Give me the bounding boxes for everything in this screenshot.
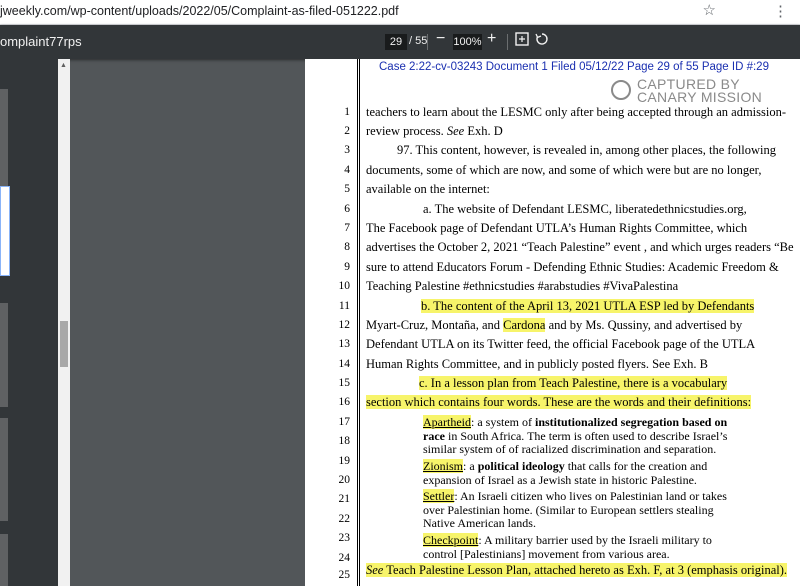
text-line: advertises the October 2, 2021 “Teach Palestine” event , and which urges readers “Be (366, 240, 794, 254)
document-title: omplaint77rps (0, 34, 82, 49)
pdf-toolbar (0, 25, 800, 59)
page-thumbnail[interactable] (0, 418, 8, 521)
text-line: documents, some of which are now, and some of which were but are no longer, (366, 163, 762, 177)
text-line: Human Rights Committee, and in publicly posted flyers. See Exh. B (366, 357, 708, 371)
line-number: 4 (344, 164, 350, 176)
line-number: 2 (344, 125, 350, 137)
line-number: 18 (338, 435, 350, 447)
definition-settler-line2: over Palestinian home. (Similar to European settlers stealing (423, 503, 714, 517)
definition-zionism: Zionism: a political ideology that calls for the creation and (423, 459, 708, 473)
definition-checkpoint-line2: control [Palestinians] movement from various area. (423, 547, 670, 561)
text-line: review process. See Exh. D (366, 124, 503, 138)
line-number: 17 (338, 416, 350, 428)
text-line: sure to attend Educators Forum - Defending Ethnic Studies: Academic Freedom & (366, 260, 779, 274)
sidebar-scrollbar[interactable] (58, 59, 70, 586)
line-number: 23 (338, 532, 350, 544)
line-number: 7 (344, 222, 350, 234)
line-number: 12 (338, 319, 350, 331)
toolbar-divider (427, 34, 428, 50)
page-number-input[interactable]: 29 (385, 34, 407, 50)
page-total: / 55 (409, 35, 428, 47)
text-line: The Facebook page of Defendant UTLA’s Human Rights Committee, which (366, 221, 748, 235)
text-line: teachers to learn about the LESMC only after being accepted through an admission- (366, 105, 787, 119)
scroll-up-arrow-icon[interactable]: ▲ (60, 62, 67, 69)
definition-settler-line3: Native American lands. (423, 516, 536, 530)
text-line: Defendant UTLA on its Twitter feed, the official Facebook page of the UTLA (366, 337, 756, 351)
line-number: 16 (338, 396, 350, 408)
zoom-in-button[interactable]: + (487, 30, 497, 47)
zoom-level-input[interactable]: 100% (453, 36, 482, 48)
case-header: Case 2:22-cv-03243 Document 1 Filed 05/12/22 Page 29 of 55 Page ID #:29 (379, 61, 769, 73)
line-number: 13 (338, 338, 350, 350)
line-number: 20 (338, 474, 350, 486)
toolbar-divider (507, 34, 508, 50)
margin-rule (359, 59, 360, 586)
line-number: 9 (344, 261, 350, 273)
definition-settler: Settler: An Israeli citizen who lives on Palestinian land or takes (423, 489, 727, 503)
line-number: 22 (338, 513, 350, 525)
line-number: 11 (338, 300, 350, 312)
line-number: 8 (344, 241, 350, 253)
definition-zionism-line2: expansion of Israel as a Jewish state in historic Palestine. (423, 473, 697, 487)
line-number: 15 (338, 377, 350, 389)
pdf-page (305, 59, 800, 586)
sidebar-scroll-thumb[interactable] (60, 321, 68, 367)
line-number: 5 (344, 183, 350, 195)
zoom-out-button[interactable]: − (436, 30, 446, 47)
bookmark-star-icon[interactable]: ☆ (702, 2, 716, 19)
definition-apartheid: Apartheid: a system of institutionalized segregation based on (423, 415, 728, 429)
rotate-icon (535, 32, 549, 46)
more-menu-icon[interactable]: ⋮ (773, 3, 788, 20)
page-thumbnail-current[interactable] (0, 186, 10, 276)
fit-to-page-button[interactable] (515, 32, 529, 51)
rotate-button[interactable] (535, 32, 549, 51)
canary-logo-icon (611, 80, 631, 100)
text-line: available on the internet: (366, 182, 490, 196)
line-number: 19 (338, 455, 350, 467)
thumbnail-sidebar[interactable] (0, 59, 70, 586)
text-line: Myart-Cruz, Montaña, and Cardona and by Ms. Qussiny, and advertised by (366, 318, 743, 332)
text-line: 97. This content, however, is revealed in, among other places, the following (397, 143, 777, 157)
definition-apartheid-line3: similar system of of racialized discrimination and separation. (423, 442, 717, 456)
watermark-line-1: CAPTURED BY (637, 76, 740, 92)
text-line-highlighted: See Teach Palestine Lesson Plan, attached hereto as Exh. F, at 3 (emphasis original). (366, 563, 788, 577)
fit-page-icon (515, 32, 529, 46)
address-bar[interactable] (0, 0, 800, 25)
text-line-highlighted: b. The content of the April 13, 2021 UTLA ESP led by Defendants (421, 299, 755, 313)
line-number: 21 (338, 493, 350, 505)
text-line-highlighted: section which contains four words. These are the words and their definitions: (366, 395, 752, 409)
definition-apartheid-line2: race in South Africa. The term is often used to describe Israel’s (423, 429, 728, 443)
page-thumbnail[interactable] (0, 534, 8, 586)
url-text[interactable]: jweekly.com/wp-content/uploads/2022/05/Complaint-as-filed-051222.pdf (0, 4, 399, 18)
page-thumbnail[interactable] (0, 89, 8, 188)
line-number: 10 (338, 280, 350, 292)
watermark-line-2: CANARY MISSION (637, 89, 763, 105)
text-line: a. The website of Defendant LESMC, liberatedethnicstudies.org, (423, 202, 747, 216)
line-number: 3 (344, 144, 350, 156)
line-number: 24 (338, 552, 350, 564)
line-number: 25 (338, 569, 350, 581)
definition-checkpoint: Checkpoint: A military barrier used by the Israeli military to (423, 533, 712, 547)
line-number: 1 (344, 106, 350, 118)
text-line-highlighted: c. In a lesson plan from Teach Palestine, there is a vocabulary (419, 376, 728, 390)
text-line: Teaching Palestine #ethnicstudies #arabstudies #VivaPalestina (366, 279, 679, 293)
watermark (611, 78, 762, 104)
line-number: 6 (344, 203, 350, 215)
line-number: 14 (338, 358, 350, 370)
page-thumbnail[interactable] (0, 303, 8, 407)
margin-rule (357, 59, 358, 586)
